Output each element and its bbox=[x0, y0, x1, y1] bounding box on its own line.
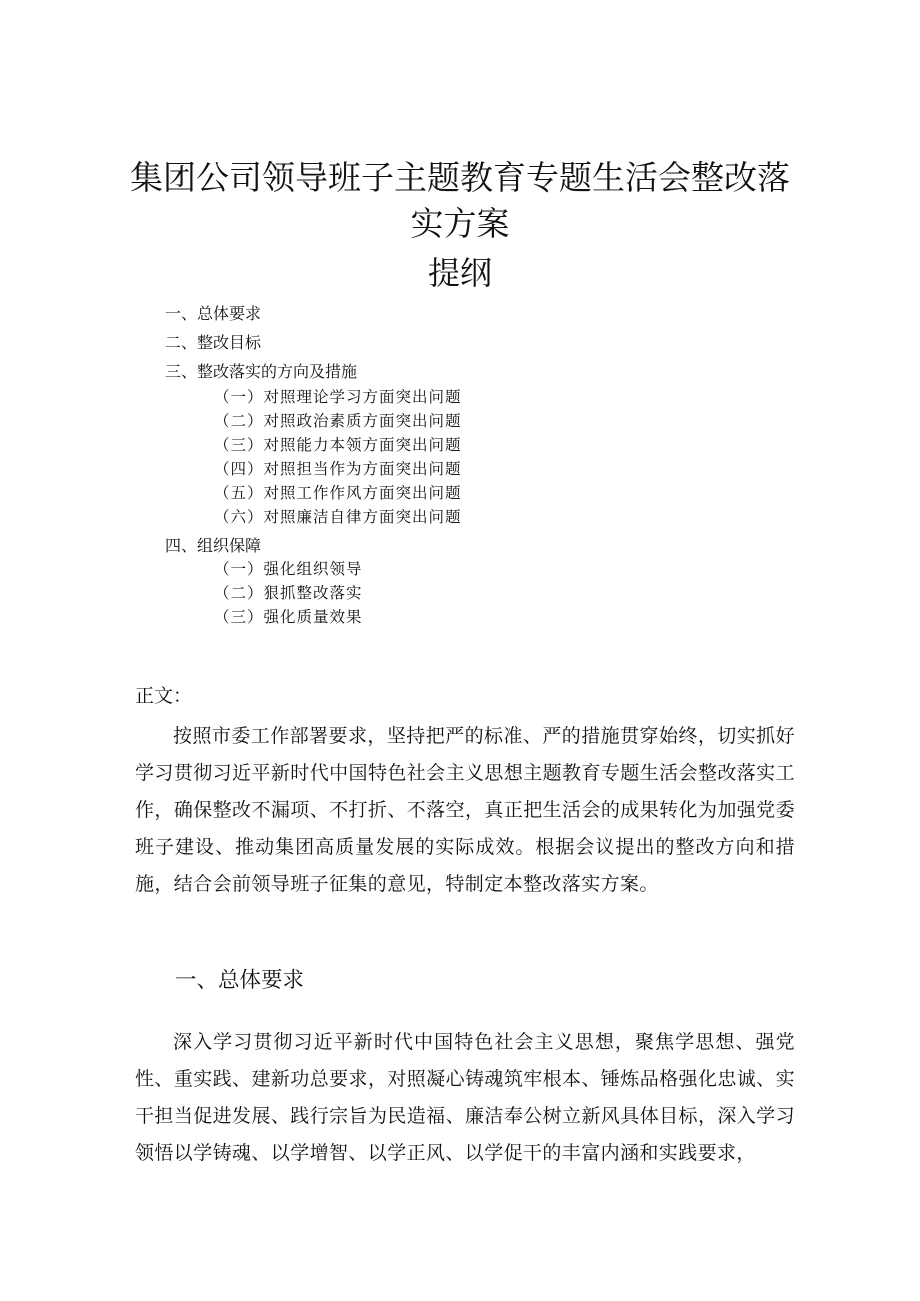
outline-subitem: （二）狠抓整改落实 bbox=[214, 584, 363, 602]
document-title-line-1: 集团公司领导班子主题教育专题生活会整改落 bbox=[130, 158, 790, 197]
outline-subitem: （一）强化组织领导 bbox=[214, 560, 363, 578]
section-heading: 一、总体要求 bbox=[175, 968, 305, 993]
outline-subitem: （三）强化质量效果 bbox=[214, 608, 363, 626]
document-title-line-2: 实方案 bbox=[410, 204, 510, 243]
outline-subitem: （一）对照理论学习方面突出问题 bbox=[214, 388, 462, 406]
body-label: 正文： bbox=[135, 685, 193, 707]
outline-item: 四、组织保障 bbox=[165, 536, 262, 555]
outline-subitem: （二）对照政治素质方面突出问题 bbox=[214, 412, 462, 430]
section-paragraph: 深入学习贯彻习近平新时代中国特色社会主义思想，聚焦学思想、强党性、重实践、建新功总要求，对照凝心铸魂筑牢根本、锤炼品格强化忠诚、实干担当促进发展、践行宗旨为民造福、廉洁奉公树立新风具体目标，深入学习领悟以学铸魂、以学增智、以学正风、以学促干的丰富内涵和实践要求， bbox=[135, 1031, 795, 1164]
outline-item: 二、整改目标 bbox=[165, 333, 262, 352]
outline-subitem: （六）对照廉洁自律方面突出问题 bbox=[214, 508, 462, 526]
outline-subitem: （三）对照能力本领方面突出问题 bbox=[214, 436, 462, 454]
outline-subitem: （四）对照担当作为方面突出问题 bbox=[214, 460, 462, 478]
outline-subitem: （五）对照工作作风方面突出问题 bbox=[214, 484, 462, 502]
outline-item: 三、整改落实的方向及措施 bbox=[165, 362, 358, 381]
intro-paragraph: 按照市委工作部署要求，坚持把严的标准、严的措施贯穿始终，切实抓好学习贯彻习近平新时代中国特色社会主义思想主题教育专题生活会整改落实工作，确保整改不漏项、不打折、不落空，真正把生活会的成果转化为加强党委班子建设、推动集团高质量发展的实际成效。根据会议提出的整改方向和措施，结合会前领导班子征集的意见，特制定本整改落实方案。 bbox=[135, 725, 795, 895]
outline-title: 提纲 bbox=[427, 254, 492, 292]
outline-item: 一、总体要求 bbox=[165, 304, 262, 323]
